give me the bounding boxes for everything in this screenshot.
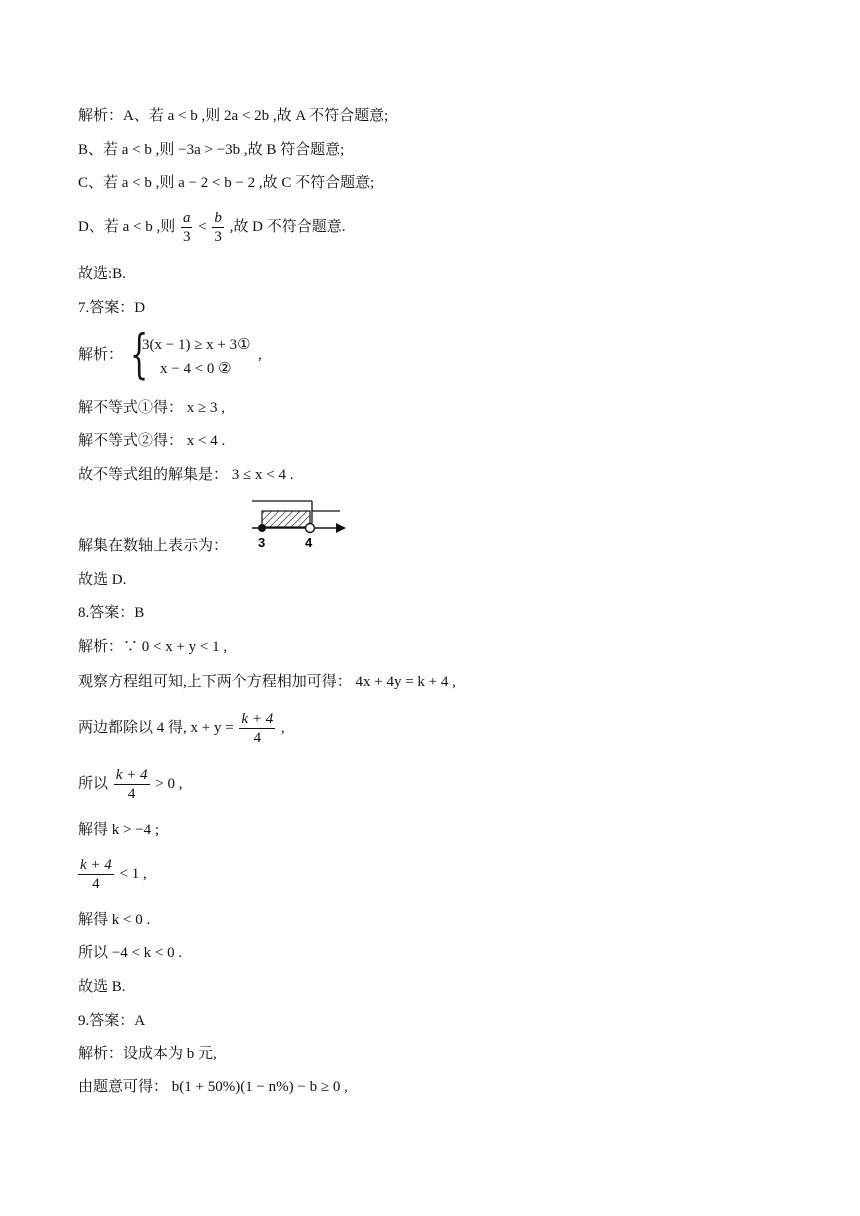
analysis-line: 解析：设成本为 b 元, [78,1046,217,1062]
solution-line-d [78,207,346,247]
divide-line [78,708,285,748]
solve-k-line-1: 解得 k > −4 ; [78,822,160,838]
observation-line: 观察方程组可知,上下两个方程相加可得： 4x + 4y = k + 4 , [78,674,456,690]
k-range-line: 所以 −4 < k < 0 . [78,945,183,961]
answer-8-heading: 8.答案：B [78,605,145,621]
divide-prefix: 两边都除以 4 得, x + y = [78,720,234,736]
fraction-denominator: 3 [214,229,222,246]
choice-line: 故选 B. [78,979,126,995]
left-brace: { [130,325,149,385]
choice-line: 故选:B. [78,266,126,282]
divide-suffix: , [280,720,285,736]
fraction-numerator: k + 4 [80,857,112,874]
number-line-caption: 解集在数轴上表示为： [78,538,229,554]
analysis-label: 解析： [78,347,124,363]
solve-k-line-2: 解得 k < 0 . [78,912,151,928]
choice-line: 故选 D. [78,572,127,588]
fraction-a-over-3 [181,209,193,246]
solution-line-a: 解析：A、若 a < b ,则 2a < 2b ,故 A 不符合题意; [78,108,389,124]
answer-9-heading: 9.答案：A [78,1013,146,1029]
open-point-4 [306,524,315,533]
tick-label-3: 3 [258,535,266,550]
fraction-numerator: k + 4 [241,711,274,728]
fraction-numerator: a [182,210,191,227]
fraction-denominator: 4 [127,786,136,803]
line-d-suffix: ,故 D 不符合题意. [229,219,346,235]
system-comma: , [258,347,262,363]
fraction-numerator: k + 4 [115,767,148,784]
less-than-sign: < [198,219,207,235]
fraction-k-plus-4-over-4 [78,856,114,893]
fraction-k-plus-4-over-4 [114,766,150,803]
answer-7-heading: 7.答案：D [78,300,146,316]
fraction-b-over-3 [212,209,224,246]
fraction-denominator: 4 [253,730,262,747]
solution-set-line: 故不等式组的解集是： 3 ≤ x < 4 . [78,467,294,483]
solve-inequality-2: 解不等式②得： x < 4 . [78,433,226,449]
fraction-suffix: < 1 , [119,866,147,882]
therefore-suffix: > 0 , [155,776,183,792]
solution-line-c: C、若 a < b ,则 a − 2 < b − 2 ,故 C 不符合题意; [78,175,375,191]
fraction-k-plus-4-over-4 [239,710,275,747]
inequality-1: 3(x − 1) ≥ x + 3① [142,337,251,353]
inequality-2: x − 4 < 0 ② [160,361,232,377]
inequality-system [130,325,310,385]
number-line-diagram [250,497,350,551]
fraction-numerator: b [214,210,222,227]
closed-point-3 [258,524,266,532]
therefore-prefix: 所以 [78,776,109,792]
fraction-denominator: 3 [182,229,191,246]
solution-line-b: B、若 a < b ,则 −3a > −3b ,故 B 符合题意; [78,142,345,158]
therefore-line [78,764,183,804]
line-d-prefix: D、若 a < b ,则 [78,219,176,235]
fraction-denominator: 4 [92,876,100,893]
solution-interval-shading [262,511,310,527]
solve-inequality-1: 解不等式①得： x ≥ 3 , [78,400,225,416]
tick-label-4: 4 [305,535,313,550]
axis-arrow-icon [336,523,346,533]
equation-line: 由题意可得： b(1 + 50%)(1 − n%) − b ≥ 0 , [78,1079,348,1095]
fraction-less-than-one-line [78,854,147,894]
analysis-line: 解析：∵ 0 < x + y < 1 , [78,639,228,655]
